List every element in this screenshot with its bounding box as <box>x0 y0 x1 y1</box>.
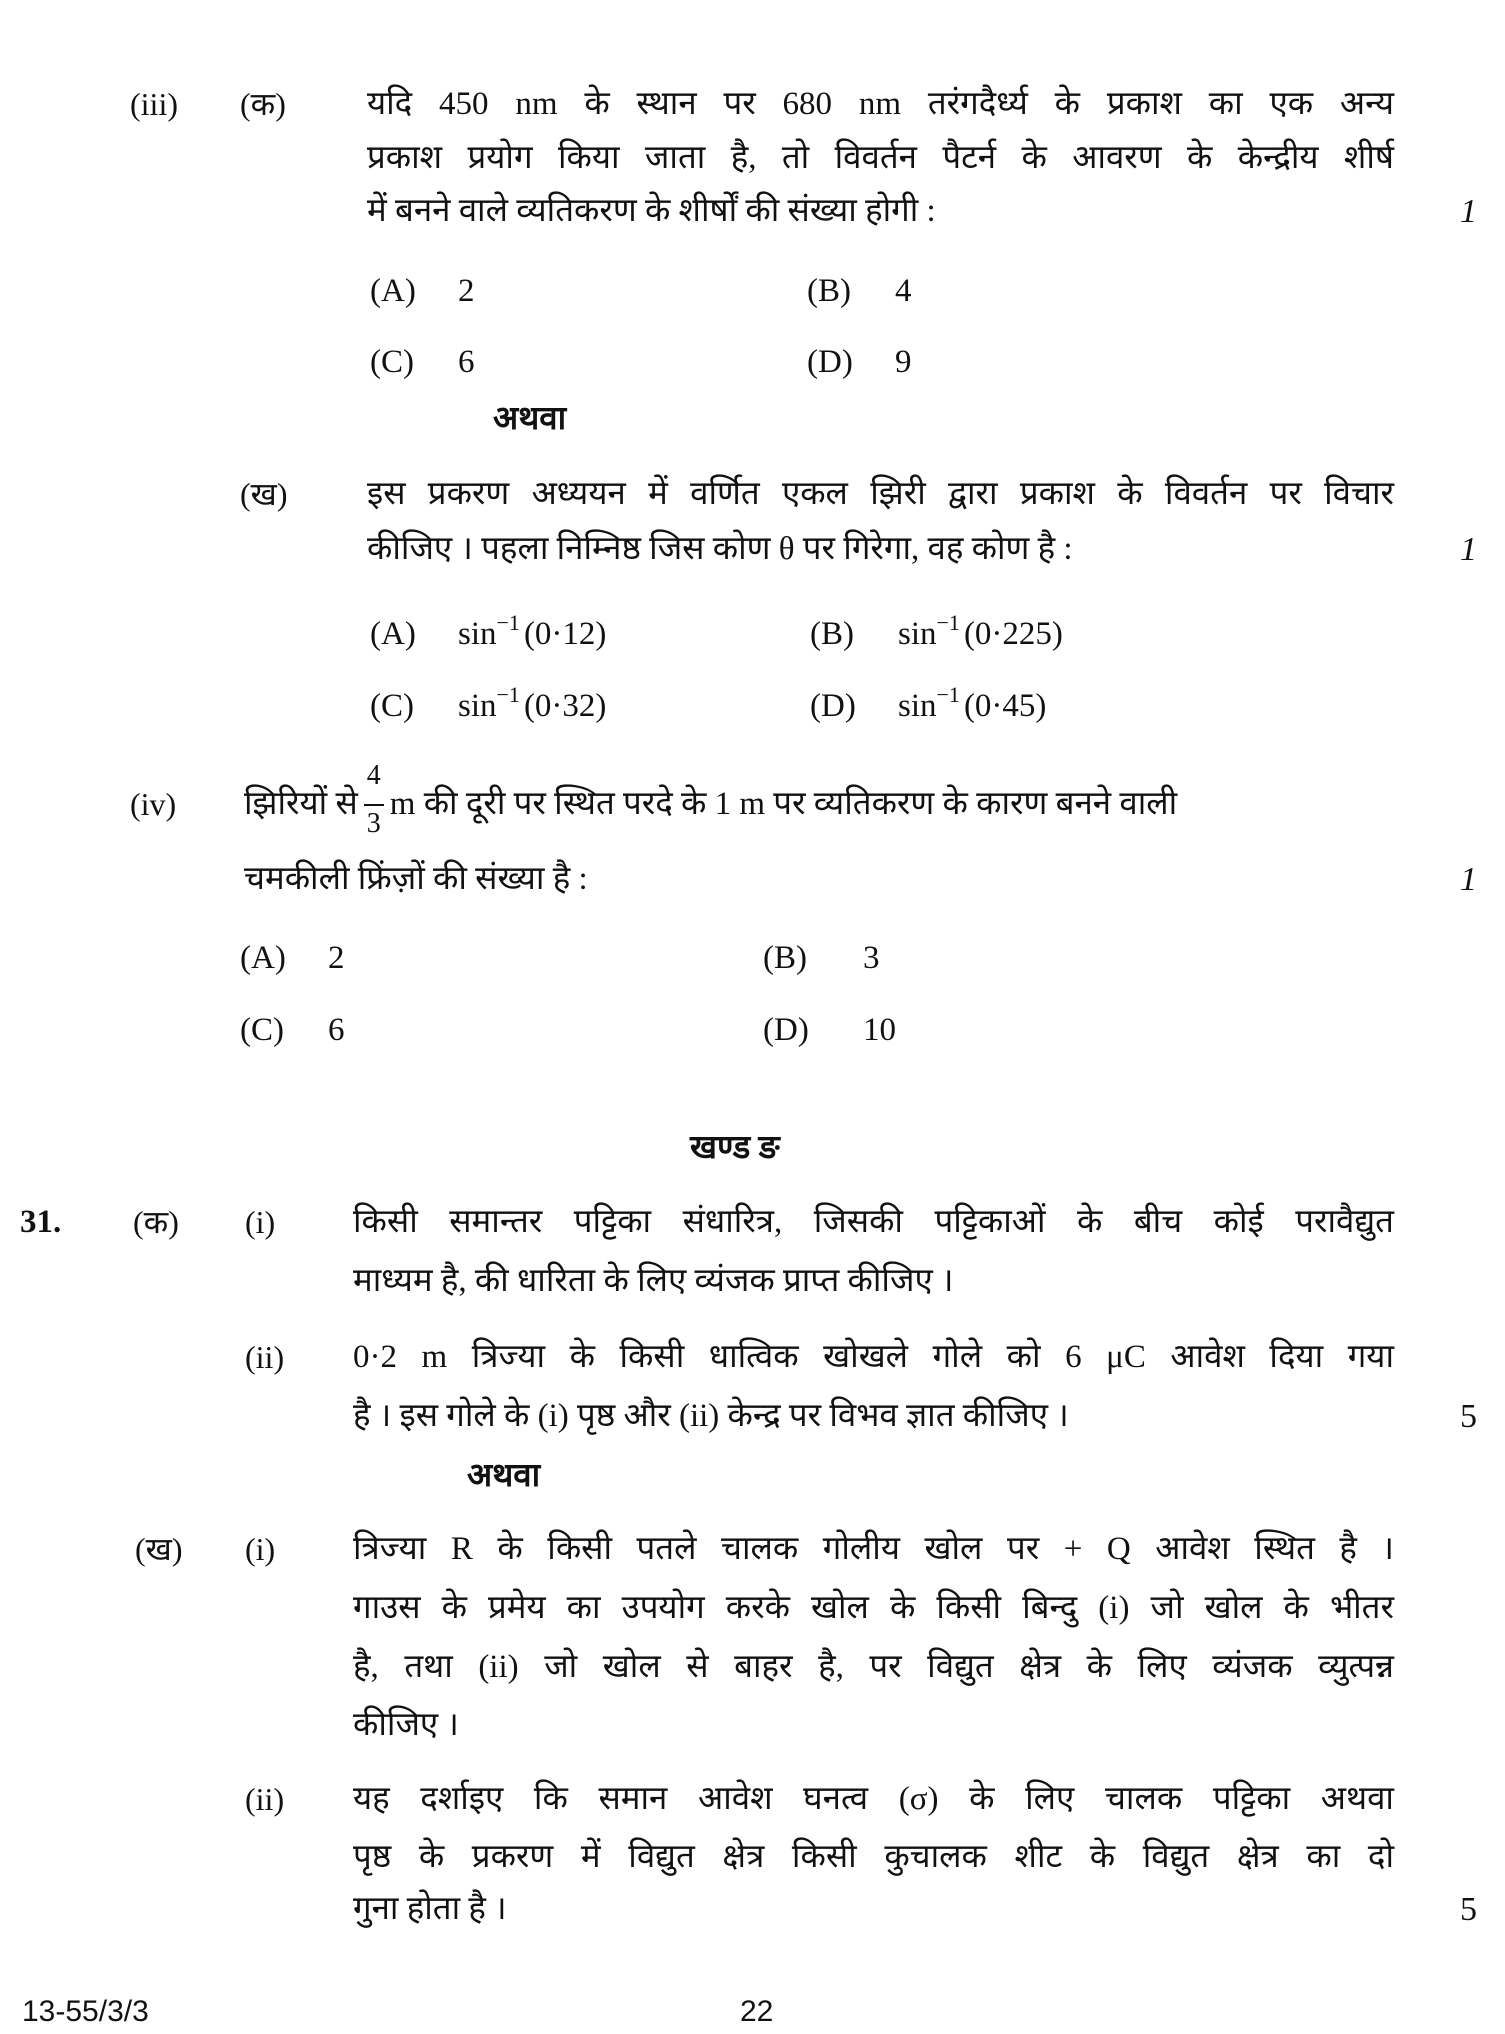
question-text-line: कीजिए । पहला निम्निष्ठ जिस कोण θ पर गिरेगा, वह कोण है : <box>367 531 1073 567</box>
subpart-label-i: (i) <box>245 1531 276 1567</box>
part-label-kha: (ख) <box>240 476 288 512</box>
option-a[interactable]: (A) 2 <box>240 940 345 976</box>
fraction: $\frac{4}{3}$ <box>364 790 386 823</box>
part-label-kha: (ख) <box>135 1531 183 1567</box>
option-d[interactable]: (D) 10 <box>763 1012 896 1048</box>
option-c[interactable]: (C) 6 <box>370 344 475 380</box>
option-b[interactable]: (B) 4 <box>807 273 912 309</box>
or-separator: अथवा <box>493 401 567 437</box>
option-c[interactable]: (C) 6 <box>240 1012 345 1048</box>
question-text-line: चमकीली फ्रिंज़ों की संख्या है : <box>244 861 588 897</box>
question-text-line: में बनने वाले व्यतिकरण के शीर्षों की संख्या होगी : <box>367 193 936 229</box>
option-b[interactable]: (B) $\sin^{-1} (0\cdot 225)$ <box>810 610 1063 652</box>
question-text-line: माध्यम है, की धारिता के लिए व्यंजक प्राप्त कीजिए । <box>353 1263 954 1299</box>
question-text-line: प्रकाश प्रयोग किया जाता है, तो विवर्तन पैटर्न के आवरण के केन्द्रीय शीर्ष <box>367 140 1394 176</box>
question-text-line: गाउस के प्रमेय का उपयोग करके खोल के किसी बिन्दु (i) जो खोल के भीतर <box>353 1590 1394 1626</box>
question-text-line: किसी समान्तर पट्टिका संधारित्र, जिसकी पट्टिकाओं के बीच कोई परावैद्युत <box>353 1204 1394 1240</box>
option-d[interactable]: (D) $\sin^{-1} (0\cdot 45)$ <box>810 682 1047 724</box>
question-text-line: इस प्रकरण अध्ययन में वर्णित एकल झिरी द्वारा प्रकाश के विवर्तन पर विचार <box>367 476 1394 512</box>
question-text-line: गुना होता है । <box>353 1891 507 1927</box>
part-label-ka: (क) <box>240 86 286 122</box>
marks: 1 <box>1460 193 1477 230</box>
question-number-iv: (iv) <box>130 786 177 822</box>
question-text-line: यह दर्शाइए कि समान आवेश घनत्व (σ) के लिए चालक पट्टिका अथवा <box>353 1781 1394 1817</box>
subpart-label-ii: (ii) <box>245 1781 285 1817</box>
subpart-label-ii: (ii) <box>245 1339 285 1375</box>
question-text-line: 0·2 m त्रिज्या के किसी धात्विक खोखले गोले को 6 μC आवेश दिया गया <box>353 1339 1394 1375</box>
marks: 5 <box>1460 1398 1477 1435</box>
marks: 1 <box>1460 531 1477 568</box>
question-number-iii: (iii) <box>130 86 178 122</box>
question-text-line: पृष्ठ के प्रकरण में विद्युत क्षेत्र किसी कुचालक शीट के विद्युत क्षेत्र का दो <box>353 1839 1394 1875</box>
subpart-label-i: (i) <box>245 1204 276 1240</box>
option-c[interactable]: (C) $\sin^{-1} (0\cdot 32)$ <box>370 682 607 724</box>
marks: 5 <box>1460 1891 1477 1928</box>
question-number-31: 31. <box>20 1204 62 1240</box>
question-text-line: कीजिए । <box>353 1707 459 1743</box>
question-text-line: यदि 450 nm के स्थान पर 680 nm तरंगदैर्ध्य के प्रकाश का एक अन्य <box>367 86 1394 122</box>
section-title: खण्ड ङ <box>690 1130 780 1166</box>
marks: 1 <box>1460 861 1477 898</box>
page-number: 22 <box>740 1995 774 2028</box>
option-a[interactable]: (A) 2 <box>370 273 475 309</box>
option-d[interactable]: (D) 9 <box>807 344 912 380</box>
option-b[interactable]: (B) 3 <box>763 940 880 976</box>
question-text-line: है, तथा (ii) जो खोल से बाहर है, पर विद्युत क्षेत्र के लिए व्यंजक व्युत्पन्न <box>353 1649 1394 1685</box>
option-a[interactable]: (A) $\sin^{-1} (0\cdot 12)$ <box>370 610 607 652</box>
paper-code: 13-55/3/3 <box>22 1995 149 2028</box>
part-label-ka: (क) <box>133 1204 179 1240</box>
or-separator: अथवा <box>467 1458 541 1494</box>
question-text-line: है । इस गोले के (i) पृष्ठ और (ii) केन्द्र पर विभव ज्ञात कीजिए । <box>353 1398 1069 1434</box>
question-text-line: त्रिज्या R के किसी पतले चालक गोलीय खोल पर + Q आवेश स्थित है । <box>353 1531 1394 1567</box>
question-text-line: झिरियों से $\frac{4}{3}$ m की दूरी पर स्थित परदे के 1 m पर व्यतिकरण के कारण बनने वाली <box>244 759 1178 839</box>
